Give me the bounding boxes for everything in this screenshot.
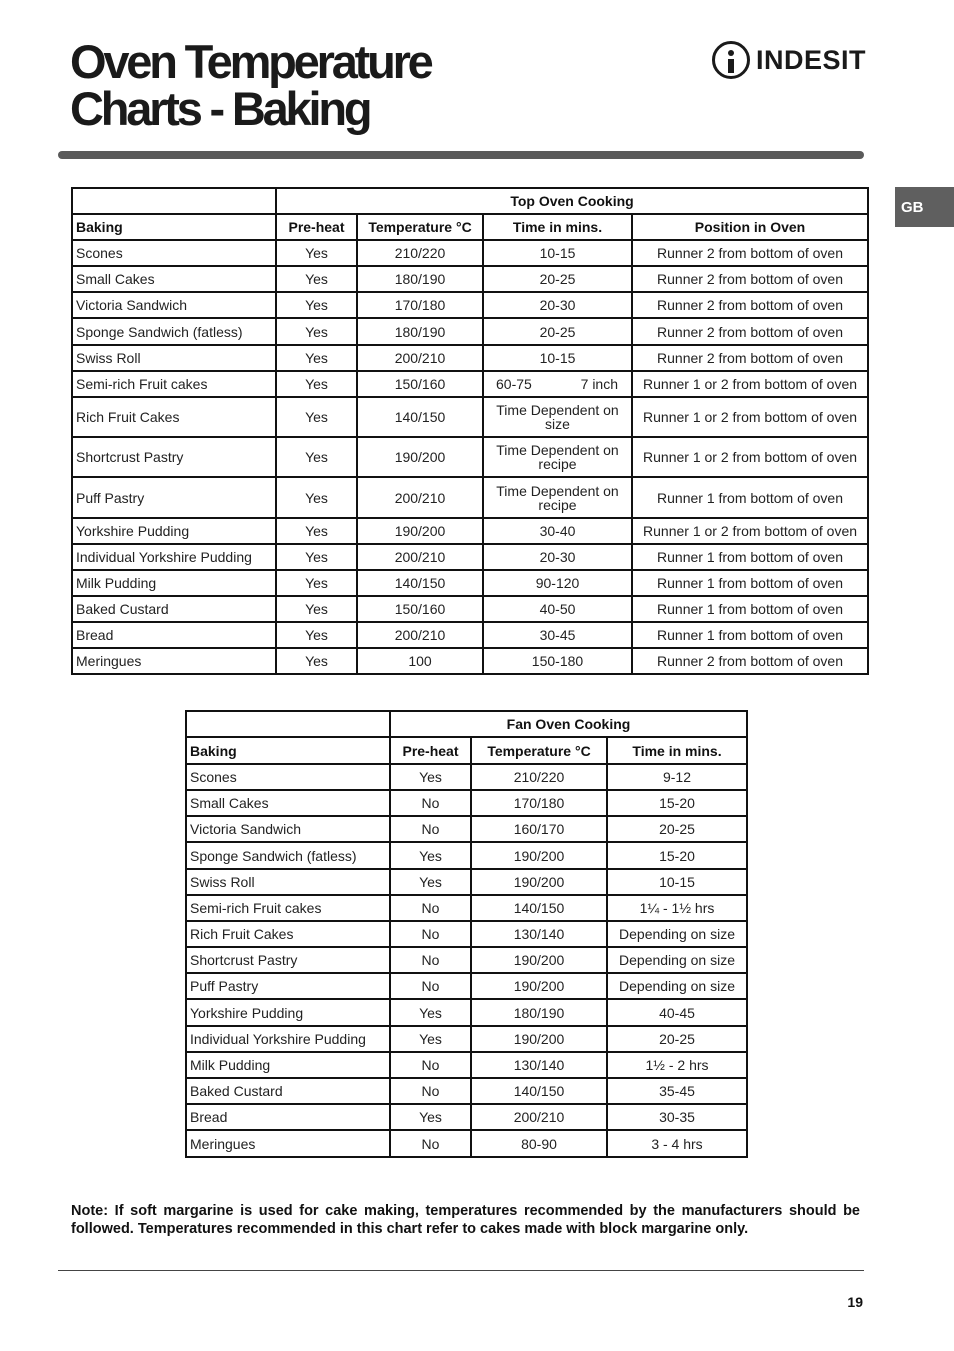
margarine-note: Note: If soft margarine is used for cake making, temperatures recommended by the manufacturers should be followed. Temperatures recommended in this chart refer to cakes made with block margarine only. (71, 1203, 860, 1237)
table-corner (72, 188, 276, 214)
temperature-value: 150/160 (357, 596, 483, 622)
temperature-value: 190/200 (471, 869, 607, 895)
baking-item-name: Yorkshire Pudding (72, 518, 276, 544)
preheat-value: Yes (390, 1104, 471, 1130)
baking-item-name: Bread (186, 1104, 390, 1130)
table-row (186, 764, 747, 790)
time-value: 20-25 (607, 816, 747, 842)
time-value: 10-15 (607, 869, 747, 895)
time-value (483, 371, 632, 397)
preheat-value: No (390, 895, 471, 921)
temperature-value: 160/170 (471, 816, 607, 842)
top-oven-section-title: Top Oven Cooking (276, 188, 868, 214)
header-divider (58, 151, 864, 159)
time-value: Time Dependent on recipe (483, 437, 632, 477)
table-row (186, 921, 747, 947)
page-number: 19 (847, 1294, 863, 1310)
fan-oven-table (185, 710, 748, 1158)
temperature-value: 200/210 (357, 477, 483, 518)
temperature-value: 210/220 (471, 764, 607, 790)
baking-item-name: Small Cakes (186, 790, 390, 816)
indesit-logo-icon (712, 41, 750, 79)
preheat-value: No (390, 1052, 471, 1078)
time-value: Time Dependent on recipe (483, 477, 632, 518)
language-tab: GB (895, 187, 954, 227)
temperature-value: 210/220 (357, 240, 483, 266)
table-row (186, 1078, 747, 1104)
preheat-value: No (390, 1130, 471, 1157)
baking-item-name: Scones (186, 764, 390, 790)
time-value: 1¼ - 1½ hrs (607, 895, 747, 921)
oven-position-value: Runner 2 from bottom of oven (632, 266, 868, 292)
preheat-value: No (390, 947, 471, 973)
preheat-value: No (390, 973, 471, 999)
table-row (72, 397, 868, 437)
table-row (186, 1026, 747, 1052)
time-value: 40-45 (607, 999, 747, 1026)
preheat-value: Yes (276, 371, 357, 397)
table-row (186, 790, 747, 816)
temperature-value: 190/200 (471, 1026, 607, 1052)
column-header-temperature: Temperature °C (357, 214, 483, 240)
time-value: 20-25 (483, 266, 632, 292)
preheat-value: Yes (276, 596, 357, 622)
temperature-value: 80-90 (471, 1130, 607, 1157)
table-row (72, 477, 868, 518)
time-value: 40-50 (483, 596, 632, 622)
preheat-value: Yes (390, 842, 471, 869)
temperature-value: 200/210 (357, 345, 483, 371)
oven-position-value: Runner 1 or 2 from bottom of oven (632, 518, 868, 544)
time-value: Depending on size (607, 973, 747, 999)
temperature-value: 170/180 (471, 790, 607, 816)
preheat-value: Yes (276, 318, 357, 345)
brand-logo (712, 38, 866, 82)
preheat-value: Yes (276, 266, 357, 292)
time-value: 35-45 (607, 1078, 747, 1104)
table-row (72, 345, 868, 371)
page-title-line-1: Oven Temperature (70, 35, 431, 88)
temperature-value: 130/140 (471, 1052, 607, 1078)
time-value: 20-30 (483, 292, 632, 318)
time-value: 150-180 (483, 648, 632, 674)
temperature-value: 190/200 (471, 947, 607, 973)
temperature-value: 190/200 (471, 973, 607, 999)
column-header-baking: Baking (72, 214, 276, 240)
table-row (72, 596, 868, 622)
preheat-value: Yes (276, 518, 357, 544)
time-range: 60-75 (496, 376, 532, 392)
time-value: 10-15 (483, 345, 632, 371)
oven-position-value: Runner 1 or 2 from bottom of oven (632, 437, 868, 477)
time-value: 15-20 (607, 842, 747, 869)
preheat-value: No (390, 816, 471, 842)
time-value: 3 - 4 hrs (607, 1130, 747, 1157)
baking-item-name: Milk Pudding (186, 1052, 390, 1078)
preheat-value: Yes (276, 648, 357, 674)
time-value: 30-45 (483, 622, 632, 648)
column-header-temperature: Temperature °C (471, 737, 607, 764)
baking-item-name: Rich Fruit Cakes (72, 397, 276, 437)
table-row (72, 318, 868, 345)
cake-size: 7 inch (580, 376, 618, 392)
temperature-value: 140/150 (357, 570, 483, 596)
temperature-value: 140/150 (357, 397, 483, 437)
time-value: 1½ - 2 hrs (607, 1052, 747, 1078)
column-header-preheat: Pre-heat (390, 737, 471, 764)
oven-position-value: Runner 1 or 2 from bottom of oven (632, 371, 868, 397)
column-header-position: Position in Oven (632, 214, 868, 240)
preheat-value: Yes (276, 345, 357, 371)
table-row (72, 518, 868, 544)
baking-item-name: Baked Custard (72, 596, 276, 622)
table-row (72, 240, 868, 266)
time-value: 30-35 (607, 1104, 747, 1130)
baking-item-name: Swiss Roll (72, 345, 276, 371)
preheat-value: No (390, 790, 471, 816)
table-row (186, 816, 747, 842)
table-row (186, 947, 747, 973)
baking-item-name: Meringues (186, 1130, 390, 1157)
oven-position-value: Runner 1 from bottom of oven (632, 477, 868, 518)
table-row (72, 544, 868, 570)
table-row (186, 973, 747, 999)
table-corner (186, 711, 390, 737)
preheat-value: Yes (276, 292, 357, 318)
preheat-value: Yes (390, 999, 471, 1026)
baking-item-name: Rich Fruit Cakes (186, 921, 390, 947)
baking-item-name: Semi-rich Fruit cakes (72, 371, 276, 397)
table-row (186, 1052, 747, 1078)
baking-item-name: Victoria Sandwich (72, 292, 276, 318)
baking-item-name: Puff Pastry (72, 477, 276, 518)
time-value: Depending on size (607, 947, 747, 973)
time-value: 9-12 (607, 764, 747, 790)
table-row (72, 570, 868, 596)
column-header-time: Time in mins. (483, 214, 632, 240)
time-split (487, 377, 628, 391)
temperature-value: 200/210 (357, 622, 483, 648)
oven-position-value: Runner 2 from bottom of oven (632, 345, 868, 371)
baking-item-name: Individual Yorkshire Pudding (186, 1026, 390, 1052)
temperature-value: 140/150 (471, 895, 607, 921)
table-row (72, 371, 868, 397)
baking-item-name: Bread (72, 622, 276, 648)
baking-item-name: Baked Custard (186, 1078, 390, 1104)
page-title (70, 35, 431, 135)
baking-item-name: Sponge Sandwich (fatless) (186, 842, 390, 869)
time-value: 10-15 (483, 240, 632, 266)
column-header-preheat: Pre-heat (276, 214, 357, 240)
temperature-value: 190/200 (471, 842, 607, 869)
oven-position-value: Runner 1 from bottom of oven (632, 622, 868, 648)
temperature-value: 150/160 (357, 371, 483, 397)
baking-item-name: Swiss Roll (186, 869, 390, 895)
oven-position-value: Runner 2 from bottom of oven (632, 240, 868, 266)
oven-position-value: Runner 1 from bottom of oven (632, 544, 868, 570)
baking-item-name: Scones (72, 240, 276, 266)
preheat-value: Yes (276, 397, 357, 437)
temperature-value: 190/200 (357, 518, 483, 544)
baking-item-name: Puff Pastry (186, 973, 390, 999)
column-header-time: Time in mins. (607, 737, 747, 764)
footer-divider (58, 1270, 864, 1271)
time-value: 90-120 (483, 570, 632, 596)
temperature-value: 130/140 (471, 921, 607, 947)
baking-item-name: Yorkshire Pudding (186, 999, 390, 1026)
preheat-value: Yes (276, 437, 357, 477)
brand-name: INDESIT (756, 44, 867, 75)
oven-position-value: Runner 2 from bottom of oven (632, 318, 868, 345)
temperature-value: 170/180 (357, 292, 483, 318)
oven-position-value: Runner 1 from bottom of oven (632, 570, 868, 596)
temperature-value: 200/210 (357, 544, 483, 570)
preheat-value: Yes (390, 1026, 471, 1052)
temperature-value: 100 (357, 648, 483, 674)
baking-item-name: Milk Pudding (72, 570, 276, 596)
table-row (186, 1104, 747, 1130)
preheat-value: No (390, 921, 471, 947)
table-row (186, 869, 747, 895)
temperature-value: 200/210 (471, 1104, 607, 1130)
baking-item-name: Sponge Sandwich (fatless) (72, 318, 276, 345)
preheat-value: Yes (276, 622, 357, 648)
temperature-value: 190/200 (357, 437, 483, 477)
baking-item-name: Shortcrust Pastry (72, 437, 276, 477)
preheat-value: Yes (390, 764, 471, 790)
table-row (72, 648, 868, 674)
baking-item-name: Victoria Sandwich (186, 816, 390, 842)
preheat-value: No (390, 1078, 471, 1104)
table-row (72, 437, 868, 477)
column-header-baking: Baking (186, 737, 390, 764)
oven-position-value: Runner 2 from bottom of oven (632, 292, 868, 318)
temperature-value: 180/190 (471, 999, 607, 1026)
time-value: 20-30 (483, 544, 632, 570)
preheat-value: Yes (276, 544, 357, 570)
time-value: Time Dependent on size (483, 397, 632, 437)
time-value: 20-25 (607, 1026, 747, 1052)
time-value: 30-40 (483, 518, 632, 544)
preheat-value: Yes (390, 869, 471, 895)
oven-position-value: Runner 1 from bottom of oven (632, 596, 868, 622)
temperature-value: 140/150 (471, 1078, 607, 1104)
table-row (72, 292, 868, 318)
page-title-line-2: Charts - Baking (70, 82, 370, 135)
oven-position-value: Runner 2 from bottom of oven (632, 648, 868, 674)
time-value: 15-20 (607, 790, 747, 816)
baking-item-name: Semi-rich Fruit cakes (186, 895, 390, 921)
preheat-value: Yes (276, 570, 357, 596)
table-row (72, 266, 868, 292)
table-row (186, 1130, 747, 1157)
baking-item-name: Individual Yorkshire Pudding (72, 544, 276, 570)
time-value: 20-25 (483, 318, 632, 345)
top-oven-table (71, 187, 869, 675)
baking-item-name: Meringues (72, 648, 276, 674)
table-row (186, 895, 747, 921)
time-value: Depending on size (607, 921, 747, 947)
preheat-value: Yes (276, 240, 357, 266)
temperature-value: 180/190 (357, 266, 483, 292)
table-row (186, 999, 747, 1026)
fan-oven-section-title: Fan Oven Cooking (390, 711, 747, 737)
baking-item-name: Shortcrust Pastry (186, 947, 390, 973)
oven-position-value: Runner 1 or 2 from bottom of oven (632, 397, 868, 437)
table-row (72, 622, 868, 648)
preheat-value: Yes (276, 477, 357, 518)
baking-item-name: Small Cakes (72, 266, 276, 292)
table-row (186, 842, 747, 869)
temperature-value: 180/190 (357, 318, 483, 345)
